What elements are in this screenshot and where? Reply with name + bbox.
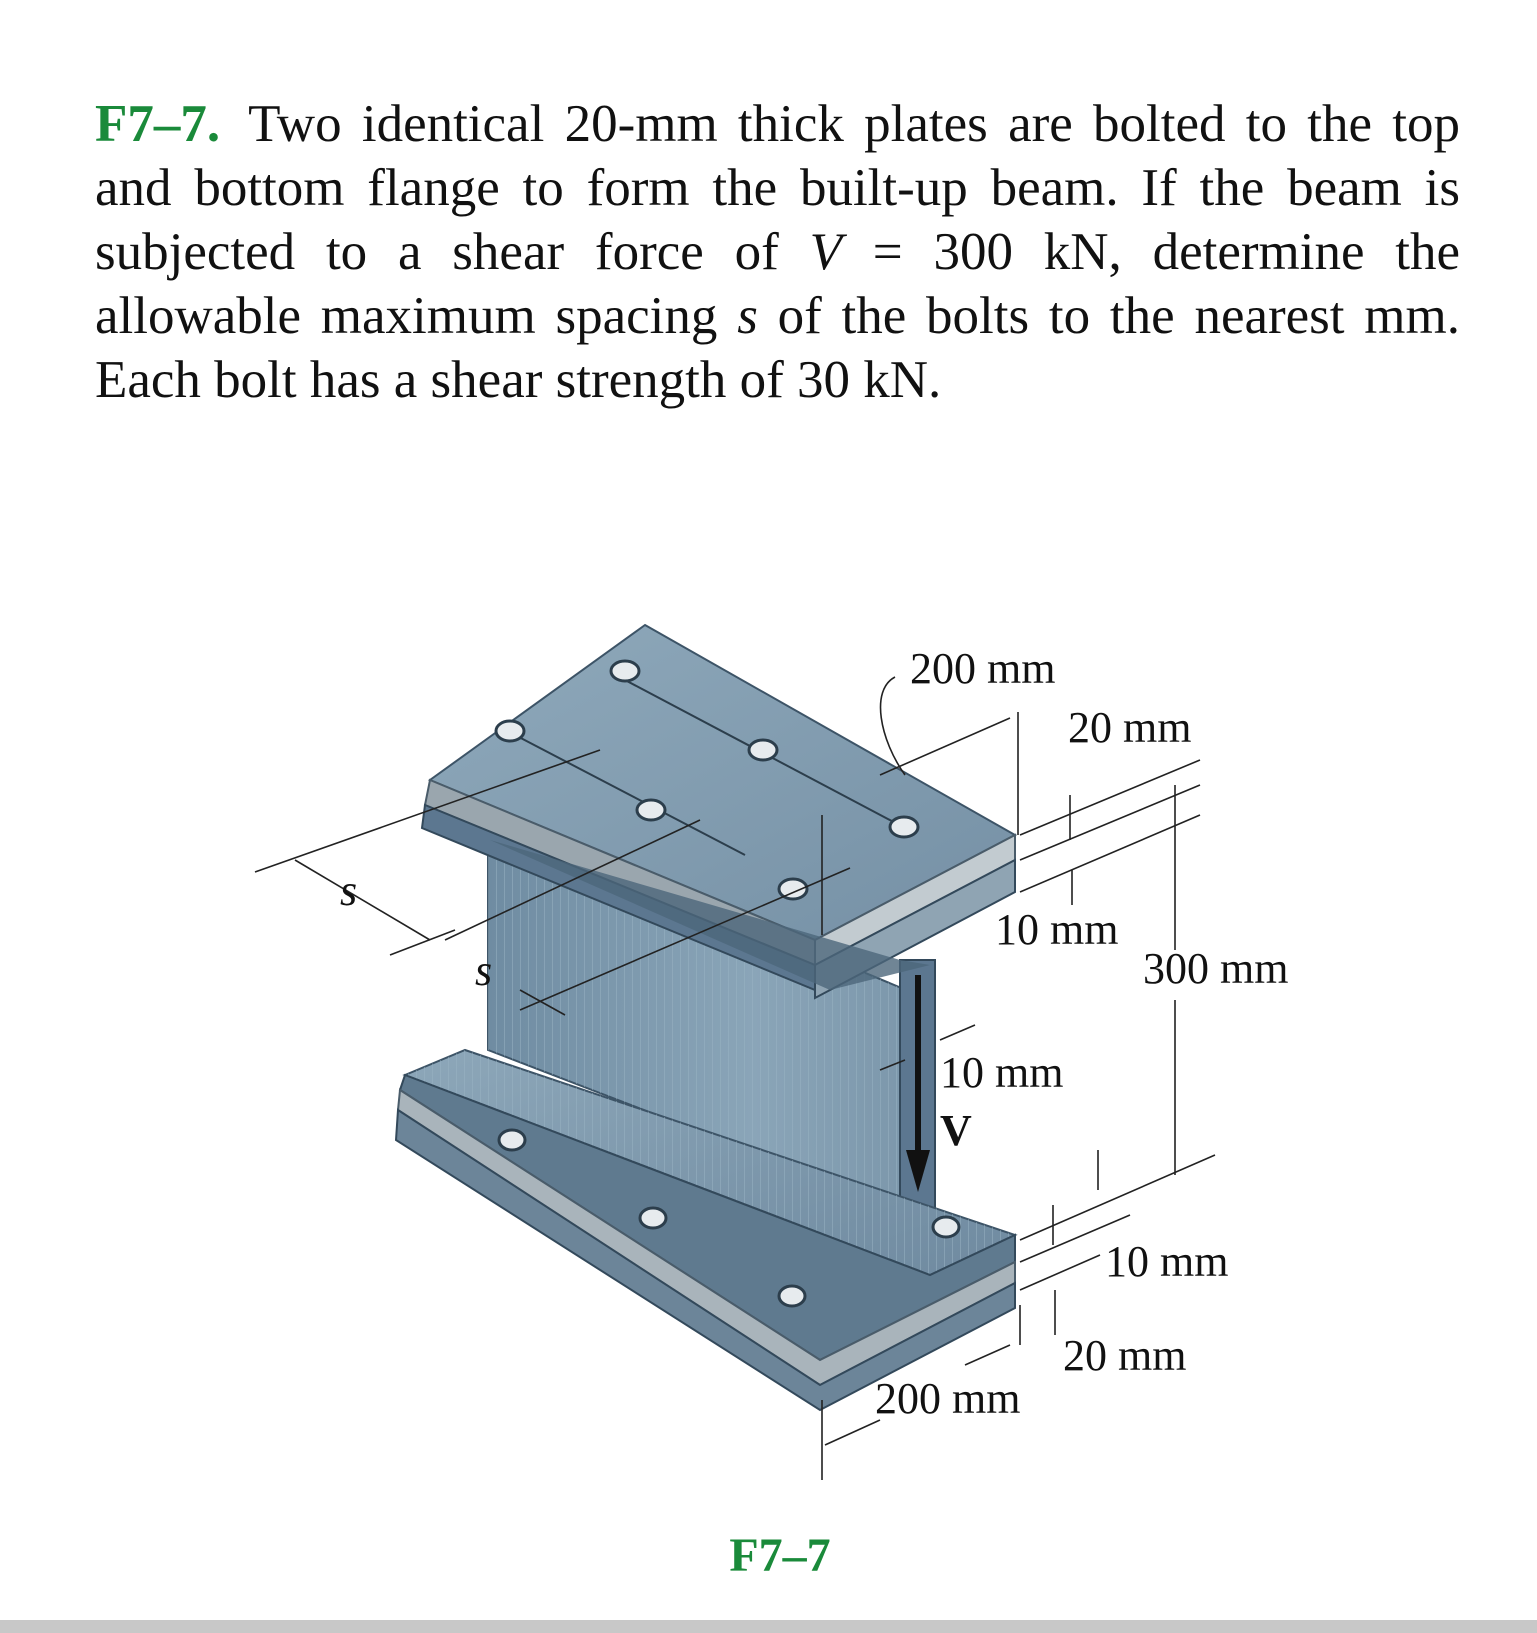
bottom-bar <box>0 1620 1537 1633</box>
problem-text-1: Two identical 20-mm thick plates are bolted to the top and bottom flange to form the built-up beam. If the beam is subjected to a shear force of <box>95 95 1460 281</box>
label-width-top: 200 mm <box>910 644 1056 693</box>
equals-sign: = <box>872 223 903 281</box>
bolt <box>749 740 777 760</box>
variable-V: V <box>809 223 842 281</box>
figure-caption: F7–7 <box>729 1529 831 1582</box>
label-flange-bottom: 10 mm <box>1105 1237 1229 1286</box>
label-plate-bottom: 20 mm <box>1063 1331 1187 1380</box>
problem-text-2: 300 kN, determine the allowable maximum spacing <box>95 223 1461 345</box>
bolt <box>637 800 665 820</box>
label-height: 300 mm <box>1143 944 1289 993</box>
bolt <box>640 1208 666 1228</box>
bolt <box>933 1217 959 1237</box>
bolt <box>496 721 524 741</box>
problem-number: F7–7. <box>95 95 221 153</box>
bolt <box>611 661 639 681</box>
label-force-V: V <box>940 1106 972 1155</box>
label-flange-top: 10 mm <box>995 905 1119 954</box>
bolt <box>779 1286 805 1306</box>
label-width-bottom: 200 mm <box>875 1374 1021 1423</box>
bolt <box>499 1130 525 1150</box>
label-spacing-1: s <box>340 866 358 915</box>
label-spacing-2: s <box>475 946 493 995</box>
bolt <box>890 817 918 837</box>
problem-text-3: of the bolts to the nearest mm. Each bolt has a shear strength of 30 kN. <box>95 287 1460 409</box>
label-plate-top: 20 mm <box>1068 703 1192 752</box>
label-web: 10 mm <box>940 1048 1064 1097</box>
variable-s: s <box>737 287 758 345</box>
